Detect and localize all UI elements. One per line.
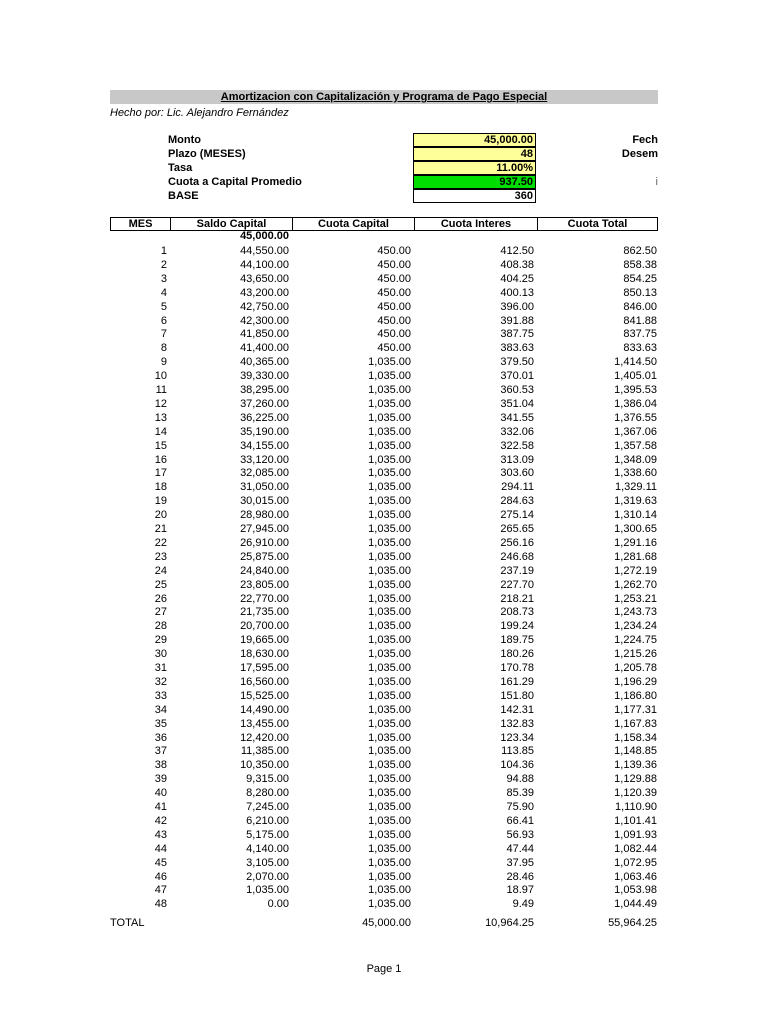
- row-cuota-capital: 1,035.00: [368, 745, 411, 758]
- header-cuota-capital: Cuota Capital: [292, 218, 414, 230]
- header-cuota-total: Cuota Total: [537, 218, 657, 230]
- param-label: Cuota a Capital Promedio: [168, 176, 302, 188]
- row-cuota-capital: 1,035.00: [368, 523, 411, 535]
- row-cuota-interes: 396.00: [500, 300, 534, 313]
- row-saldo-capital: 14,490.00: [240, 703, 289, 716]
- row-mes: 25: [154, 578, 167, 591]
- page-number: Page 1: [366, 963, 402, 975]
- row-mes: 48: [154, 898, 167, 911]
- row-cuota-interes: 161.29: [500, 675, 534, 688]
- row-cuota-capital: 450.00: [377, 245, 411, 257]
- row-mes: 23: [154, 550, 167, 563]
- row-mes: 46: [154, 870, 167, 883]
- row-cuota-total: 854.25: [623, 272, 657, 285]
- row-mes: 47: [154, 884, 167, 897]
- row-cuota-interes: 227.70: [500, 578, 534, 591]
- row-saldo-capital: 30,015.00: [240, 495, 289, 508]
- row-cuota-total: 1,110.90: [614, 801, 657, 813]
- row-saldo-capital: 36,225.00: [240, 411, 289, 424]
- row-cuota-capital: 1,035.00: [368, 536, 411, 549]
- total-cuota-interes: 10,964.25: [485, 917, 534, 929]
- row-cuota-interes: 351.04: [500, 397, 534, 410]
- row-cuota-total: 1,167.83: [614, 717, 657, 730]
- row-mes: 33: [154, 689, 167, 702]
- row-cuota-capital: 1,035.00: [368, 356, 411, 369]
- row-saldo-capital: 2,070.00: [246, 870, 289, 883]
- row-cuota-capital: 1,035.00: [368, 564, 411, 577]
- row-cuota-interes: 341.55: [500, 411, 534, 424]
- row-cuota-total: 1,129.88: [614, 773, 657, 786]
- row-cuota-interes: 218.21: [500, 592, 534, 605]
- row-mes: 12: [154, 397, 167, 410]
- row-saldo-capital: 11,385.00: [240, 745, 289, 758]
- row-cuota-interes: 284.63: [500, 495, 534, 508]
- row-cuota-capital: 1,035.00: [368, 842, 411, 855]
- row-cuota-capital: 1,035.00: [368, 703, 411, 716]
- row-cuota-capital: 1,035.00: [368, 689, 411, 702]
- row-cuota-interes: 237.19: [500, 564, 534, 577]
- row-cuota-interes: 85.39: [506, 787, 534, 800]
- row-cuota-total: 1,414.50: [614, 356, 657, 369]
- param-label: Plazo (MESES): [168, 148, 246, 160]
- row-mes: 24: [154, 564, 167, 577]
- side-label: i: [655, 176, 658, 188]
- row-mes: 31: [154, 662, 167, 674]
- row-saldo-capital: 25,875.00: [240, 550, 289, 563]
- row-saldo-capital: 32,085.00: [240, 467, 289, 480]
- row-cuota-capital: 1,035.00: [368, 397, 411, 410]
- row-mes: 15: [154, 439, 167, 452]
- row-cuota-total: 1,196.29: [614, 675, 657, 688]
- row-saldo-capital: 5,175.00: [246, 828, 289, 841]
- row-mes: 32: [154, 675, 167, 688]
- row-cuota-capital: 1,035.00: [368, 801, 411, 813]
- row-cuota-capital: 1,035.00: [368, 606, 411, 619]
- row-cuota-total: 1,215.26: [614, 648, 657, 661]
- row-mes: 3: [160, 272, 167, 285]
- row-cuota-capital: 1,035.00: [368, 634, 411, 647]
- row-saldo-capital: 4,140.00: [246, 842, 289, 855]
- row-mes: 39: [154, 773, 167, 786]
- row-mes: 38: [154, 759, 167, 772]
- row-mes: 1: [160, 245, 167, 257]
- row-cuota-total: 1,139.36: [614, 759, 657, 772]
- row-cuota-capital: 1,035.00: [368, 620, 411, 633]
- row-cuota-interes: 208.73: [500, 606, 534, 619]
- row-saldo-capital: 27,945.00: [240, 523, 289, 535]
- header-cuota-interes: Cuota Interes: [414, 218, 537, 230]
- row-mes: 19: [154, 495, 167, 508]
- row-cuota-total: 1,091.93: [614, 828, 657, 841]
- row-cuota-total: 1,253.21: [614, 592, 657, 605]
- row-cuota-interes: 66.41: [506, 814, 534, 827]
- row-cuota-capital: 1,035.00: [368, 439, 411, 452]
- row-mes: 36: [154, 731, 167, 744]
- row-cuota-capital: 1,035.00: [368, 662, 411, 674]
- row-cuota-capital: 1,035.00: [368, 509, 411, 522]
- row-saldo-capital: 13,455.00: [240, 717, 289, 730]
- param-value: 11.00%: [413, 161, 536, 175]
- row-mes: 7: [160, 328, 167, 341]
- row-cuota-capital: 1,035.00: [368, 411, 411, 424]
- row-cuota-total: 1,101.41: [614, 814, 657, 827]
- row-cuota-total: 858.38: [623, 258, 657, 271]
- row-cuota-interes: 56.93: [506, 828, 534, 841]
- title-bar: [110, 90, 658, 104]
- side-label: Desem: [621, 148, 658, 160]
- row-cuota-interes: 47.44: [506, 842, 534, 855]
- row-cuota-capital: 1,035.00: [368, 467, 411, 480]
- param-label: BASE: [168, 190, 199, 202]
- row-mes: 14: [154, 425, 167, 438]
- row-saldo-capital: 39,330.00: [240, 370, 289, 383]
- row-cuota-capital: 1,035.00: [368, 898, 411, 911]
- row-cuota-capital: 1,035.00: [368, 648, 411, 661]
- row-mes: 37: [154, 745, 167, 758]
- row-cuota-total: 1,224.75: [614, 634, 657, 647]
- row-mes: 18: [154, 481, 167, 494]
- table-header-row: [110, 217, 658, 231]
- row-mes: 35: [154, 717, 167, 730]
- row-mes: 29: [154, 634, 167, 647]
- row-mes: 30: [154, 648, 167, 661]
- row-cuota-total: 1,120.39: [614, 787, 657, 800]
- row-saldo-capital: 18,630.00: [240, 648, 289, 661]
- row-cuota-interes: 275.14: [500, 509, 534, 522]
- param-value: 45,000.00: [413, 133, 536, 147]
- row-cuota-capital: 1,035.00: [368, 856, 411, 869]
- row-cuota-total: 1,376.55: [614, 411, 657, 424]
- row-mes: 44: [154, 842, 167, 855]
- row-saldo-capital: 0.00: [267, 898, 289, 911]
- row-cuota-total: 1,082.44: [614, 842, 657, 855]
- row-saldo-capital: 44,100.00: [240, 258, 289, 271]
- row-saldo-capital: 35,190.00: [240, 425, 289, 438]
- row-mes: 26: [154, 592, 167, 605]
- row-mes: 21: [154, 523, 167, 535]
- row-cuota-interes: 9.49: [512, 898, 534, 911]
- row-cuota-capital: 1,035.00: [368, 759, 411, 772]
- total-cuota-total: 55,964.25: [608, 917, 657, 929]
- row-cuota-interes: 170.78: [500, 662, 534, 674]
- row-cuota-capital: 1,035.00: [368, 814, 411, 827]
- row-cuota-capital: 1,035.00: [368, 870, 411, 883]
- row-cuota-total: 846.00: [623, 300, 657, 313]
- row-cuota-interes: 265.65: [500, 523, 534, 535]
- row-cuota-total: 1,367.06: [614, 425, 657, 438]
- row-saldo-capital: 16,560.00: [240, 675, 289, 688]
- header-saldo-capital: Saldo Capital: [170, 218, 292, 230]
- row-cuota-total: 1,281.68: [614, 550, 657, 563]
- row-cuota-total: 1,063.46: [614, 870, 657, 883]
- row-saldo-capital: 31,050.00: [240, 481, 289, 494]
- row-cuota-capital: 1,035.00: [368, 717, 411, 730]
- row-saldo-capital: 44,550.00: [240, 245, 289, 257]
- row-cuota-interes: 132.83: [500, 717, 534, 730]
- row-mes: 5: [160, 300, 167, 313]
- param-value: 48: [413, 147, 536, 161]
- row-cuota-capital: 450.00: [377, 328, 411, 341]
- row-saldo-capital: 1,035.00: [246, 884, 289, 897]
- row-saldo-capital: 22,770.00: [240, 592, 289, 605]
- row-cuota-capital: 450.00: [377, 342, 411, 355]
- row-saldo-capital: 42,300.00: [240, 314, 289, 327]
- row-mes: 6: [160, 314, 167, 327]
- row-cuota-interes: 180.26: [500, 648, 534, 661]
- row-cuota-total: 1,243.73: [614, 606, 657, 619]
- row-cuota-total: 1,291.16: [614, 536, 657, 549]
- row-cuota-interes: 256.16: [500, 536, 534, 549]
- row-cuota-capital: 450.00: [377, 314, 411, 327]
- row-cuota-total: 1,319.63: [614, 495, 657, 508]
- row-cuota-total: 1,405.01: [614, 370, 657, 383]
- row-saldo-capital: 43,200.00: [240, 286, 289, 299]
- row-cuota-interes: 123.34: [500, 731, 534, 744]
- row-saldo-capital: 12,420.00: [240, 731, 289, 744]
- row-cuota-total: 837.75: [623, 328, 657, 341]
- row-cuota-capital: 1,035.00: [368, 578, 411, 591]
- row-cuota-total: 1,300.65: [614, 523, 657, 535]
- row-cuota-interes: 360.53: [500, 384, 534, 396]
- row-saldo-capital: 41,850.00: [240, 328, 289, 341]
- row-cuota-interes: 199.24: [500, 620, 534, 633]
- row-cuota-total: 1,338.60: [614, 467, 657, 480]
- row-cuota-capital: 450.00: [377, 300, 411, 313]
- row-cuota-capital: 1,035.00: [368, 787, 411, 800]
- row-mes: 20: [154, 509, 167, 522]
- row-cuota-capital: 1,035.00: [368, 384, 411, 396]
- row-mes: 27: [154, 606, 167, 619]
- initial-saldo: 45,000.00: [240, 230, 289, 242]
- param-value: 360: [413, 189, 536, 203]
- row-cuota-capital: 1,035.00: [368, 481, 411, 494]
- row-mes: 41: [154, 801, 167, 813]
- row-mes: 45: [154, 856, 167, 869]
- row-saldo-capital: 33,120.00: [240, 453, 289, 466]
- row-cuota-interes: 151.80: [500, 689, 534, 702]
- row-cuota-total: 1,177.31: [614, 703, 657, 716]
- param-label: Tasa: [168, 162, 193, 174]
- row-cuota-total: 833.63: [623, 342, 657, 355]
- row-saldo-capital: 23,805.00: [240, 578, 289, 591]
- row-cuota-interes: 294.11: [501, 481, 534, 494]
- row-cuota-interes: 332.06: [500, 425, 534, 438]
- row-cuota-total: 1,148.85: [614, 745, 657, 758]
- row-cuota-total: 850.13: [623, 286, 657, 299]
- row-mes: 17: [154, 467, 167, 480]
- row-cuota-interes: 246.68: [500, 550, 534, 563]
- row-cuota-capital: 450.00: [377, 286, 411, 299]
- row-cuota-interes: 404.25: [500, 272, 534, 285]
- row-mes: 34: [154, 703, 167, 716]
- row-cuota-interes: 303.60: [500, 467, 534, 480]
- row-mes: 13: [154, 411, 167, 424]
- row-cuota-interes: 322.58: [500, 439, 534, 452]
- row-mes: 10: [154, 370, 167, 383]
- row-saldo-capital: 7,245.00: [246, 801, 289, 813]
- row-cuota-total: 1,386.04: [614, 397, 657, 410]
- row-saldo-capital: 20,700.00: [240, 620, 289, 633]
- row-saldo-capital: 3,105.00: [246, 856, 289, 869]
- row-cuota-capital: 1,035.00: [368, 370, 411, 383]
- row-saldo-capital: 6,210.00: [246, 814, 289, 827]
- row-mes: 11: [155, 384, 167, 396]
- row-cuota-interes: 408.38: [500, 258, 534, 271]
- row-mes: 43: [154, 828, 167, 841]
- row-mes: 8: [160, 342, 167, 355]
- row-saldo-capital: 9,315.00: [246, 773, 289, 786]
- row-cuota-total: 1,329.11: [614, 481, 657, 494]
- row-mes: 22: [154, 536, 167, 549]
- row-cuota-total: 1,158.34: [614, 731, 657, 744]
- row-mes: 4: [160, 286, 167, 299]
- row-cuota-interes: 189.75: [500, 634, 534, 647]
- row-mes: 16: [154, 453, 167, 466]
- row-cuota-capital: 1,035.00: [368, 425, 411, 438]
- row-saldo-capital: 41,400.00: [240, 342, 289, 355]
- row-cuota-capital: 1,035.00: [368, 731, 411, 744]
- row-mes: 42: [154, 814, 167, 827]
- row-cuota-capital: 1,035.00: [368, 828, 411, 841]
- row-saldo-capital: 17,595.00: [240, 662, 289, 674]
- row-cuota-total: 862.50: [623, 245, 657, 257]
- row-cuota-capital: 1,035.00: [368, 453, 411, 466]
- row-cuota-interes: 391.88: [500, 314, 534, 327]
- row-cuota-interes: 18.97: [506, 884, 534, 897]
- row-saldo-capital: 10,350.00: [240, 759, 289, 772]
- row-cuota-interes: 387.75: [500, 328, 534, 341]
- row-cuota-total: 1,072.95: [614, 856, 657, 869]
- row-saldo-capital: 43,650.00: [240, 272, 289, 285]
- row-mes: 28: [154, 620, 167, 633]
- row-saldo-capital: 26,910.00: [240, 536, 289, 549]
- row-cuota-capital: 1,035.00: [368, 773, 411, 786]
- row-cuota-total: 1,272.19: [614, 564, 657, 577]
- row-saldo-capital: 15,525.00: [240, 689, 289, 702]
- param-label: Monto: [168, 134, 201, 146]
- row-cuota-capital: 450.00: [377, 258, 411, 271]
- side-label: Fech: [632, 134, 658, 146]
- row-cuota-interes: 28.46: [506, 870, 534, 883]
- row-cuota-interes: 142.31: [500, 703, 534, 716]
- row-cuota-interes: 104.36: [500, 759, 534, 772]
- total-cuota-capital: 45,000.00: [362, 917, 411, 929]
- row-cuota-total: 1,262.70: [614, 578, 657, 591]
- row-saldo-capital: 42,750.00: [240, 300, 289, 313]
- row-cuota-capital: 1,035.00: [368, 495, 411, 508]
- row-cuota-interes: 383.63: [500, 342, 534, 355]
- header-mes: MES: [128, 218, 153, 230]
- row-cuota-total: 1,310.14: [614, 509, 657, 522]
- row-cuota-interes: 94.88: [506, 773, 534, 786]
- row-cuota-total: 1,205.78: [614, 662, 657, 674]
- row-cuota-total: 841.88: [623, 314, 657, 327]
- page-title: Amortizacion con Capitalización y Programa de Pago Especial: [220, 91, 548, 103]
- row-cuota-total: 1,357.58: [614, 439, 657, 452]
- row-cuota-interes: 370.01: [500, 370, 534, 383]
- row-saldo-capital: 19,665.00: [240, 634, 289, 647]
- row-cuota-total: 1,348.09: [614, 453, 657, 466]
- row-cuota-interes: 37.95: [506, 856, 534, 869]
- row-saldo-capital: 8,280.00: [246, 787, 289, 800]
- row-cuota-interes: 379.50: [500, 356, 534, 369]
- row-cuota-capital: 1,035.00: [368, 550, 411, 563]
- row-cuota-interes: 400.13: [500, 286, 534, 299]
- param-value: 937.50: [413, 175, 536, 189]
- row-cuota-interes: 113.85: [501, 745, 534, 758]
- total-label: TOTAL: [110, 917, 145, 929]
- row-mes: 2: [160, 258, 167, 271]
- row-saldo-capital: 21,735.00: [240, 606, 289, 619]
- row-cuota-capital: 450.00: [377, 272, 411, 285]
- row-saldo-capital: 38,295.00: [240, 384, 289, 396]
- row-cuota-total: 1,395.53: [614, 384, 657, 396]
- row-mes: 9: [160, 356, 167, 369]
- row-cuota-interes: 313.09: [500, 453, 534, 466]
- row-saldo-capital: 34,155.00: [240, 439, 289, 452]
- row-cuota-total: 1,186.80: [614, 689, 657, 702]
- row-saldo-capital: 37,260.00: [240, 397, 289, 410]
- row-mes: 40: [154, 787, 167, 800]
- row-saldo-capital: 40,365.00: [240, 356, 289, 369]
- row-cuota-total: 1,044.49: [614, 898, 657, 911]
- row-cuota-total: 1,234.24: [614, 620, 657, 633]
- row-cuota-capital: 1,035.00: [368, 592, 411, 605]
- row-cuota-interes: 412.50: [500, 245, 534, 257]
- author-line: Hecho por: Lic. Alejandro Fernández: [110, 107, 289, 119]
- row-saldo-capital: 24,840.00: [240, 564, 289, 577]
- row-cuota-interes: 75.90: [506, 801, 534, 813]
- row-saldo-capital: 28,980.00: [240, 509, 289, 522]
- row-cuota-capital: 1,035.00: [368, 884, 411, 897]
- row-cuota-total: 1,053.98: [614, 884, 657, 897]
- row-cuota-capital: 1,035.00: [368, 675, 411, 688]
